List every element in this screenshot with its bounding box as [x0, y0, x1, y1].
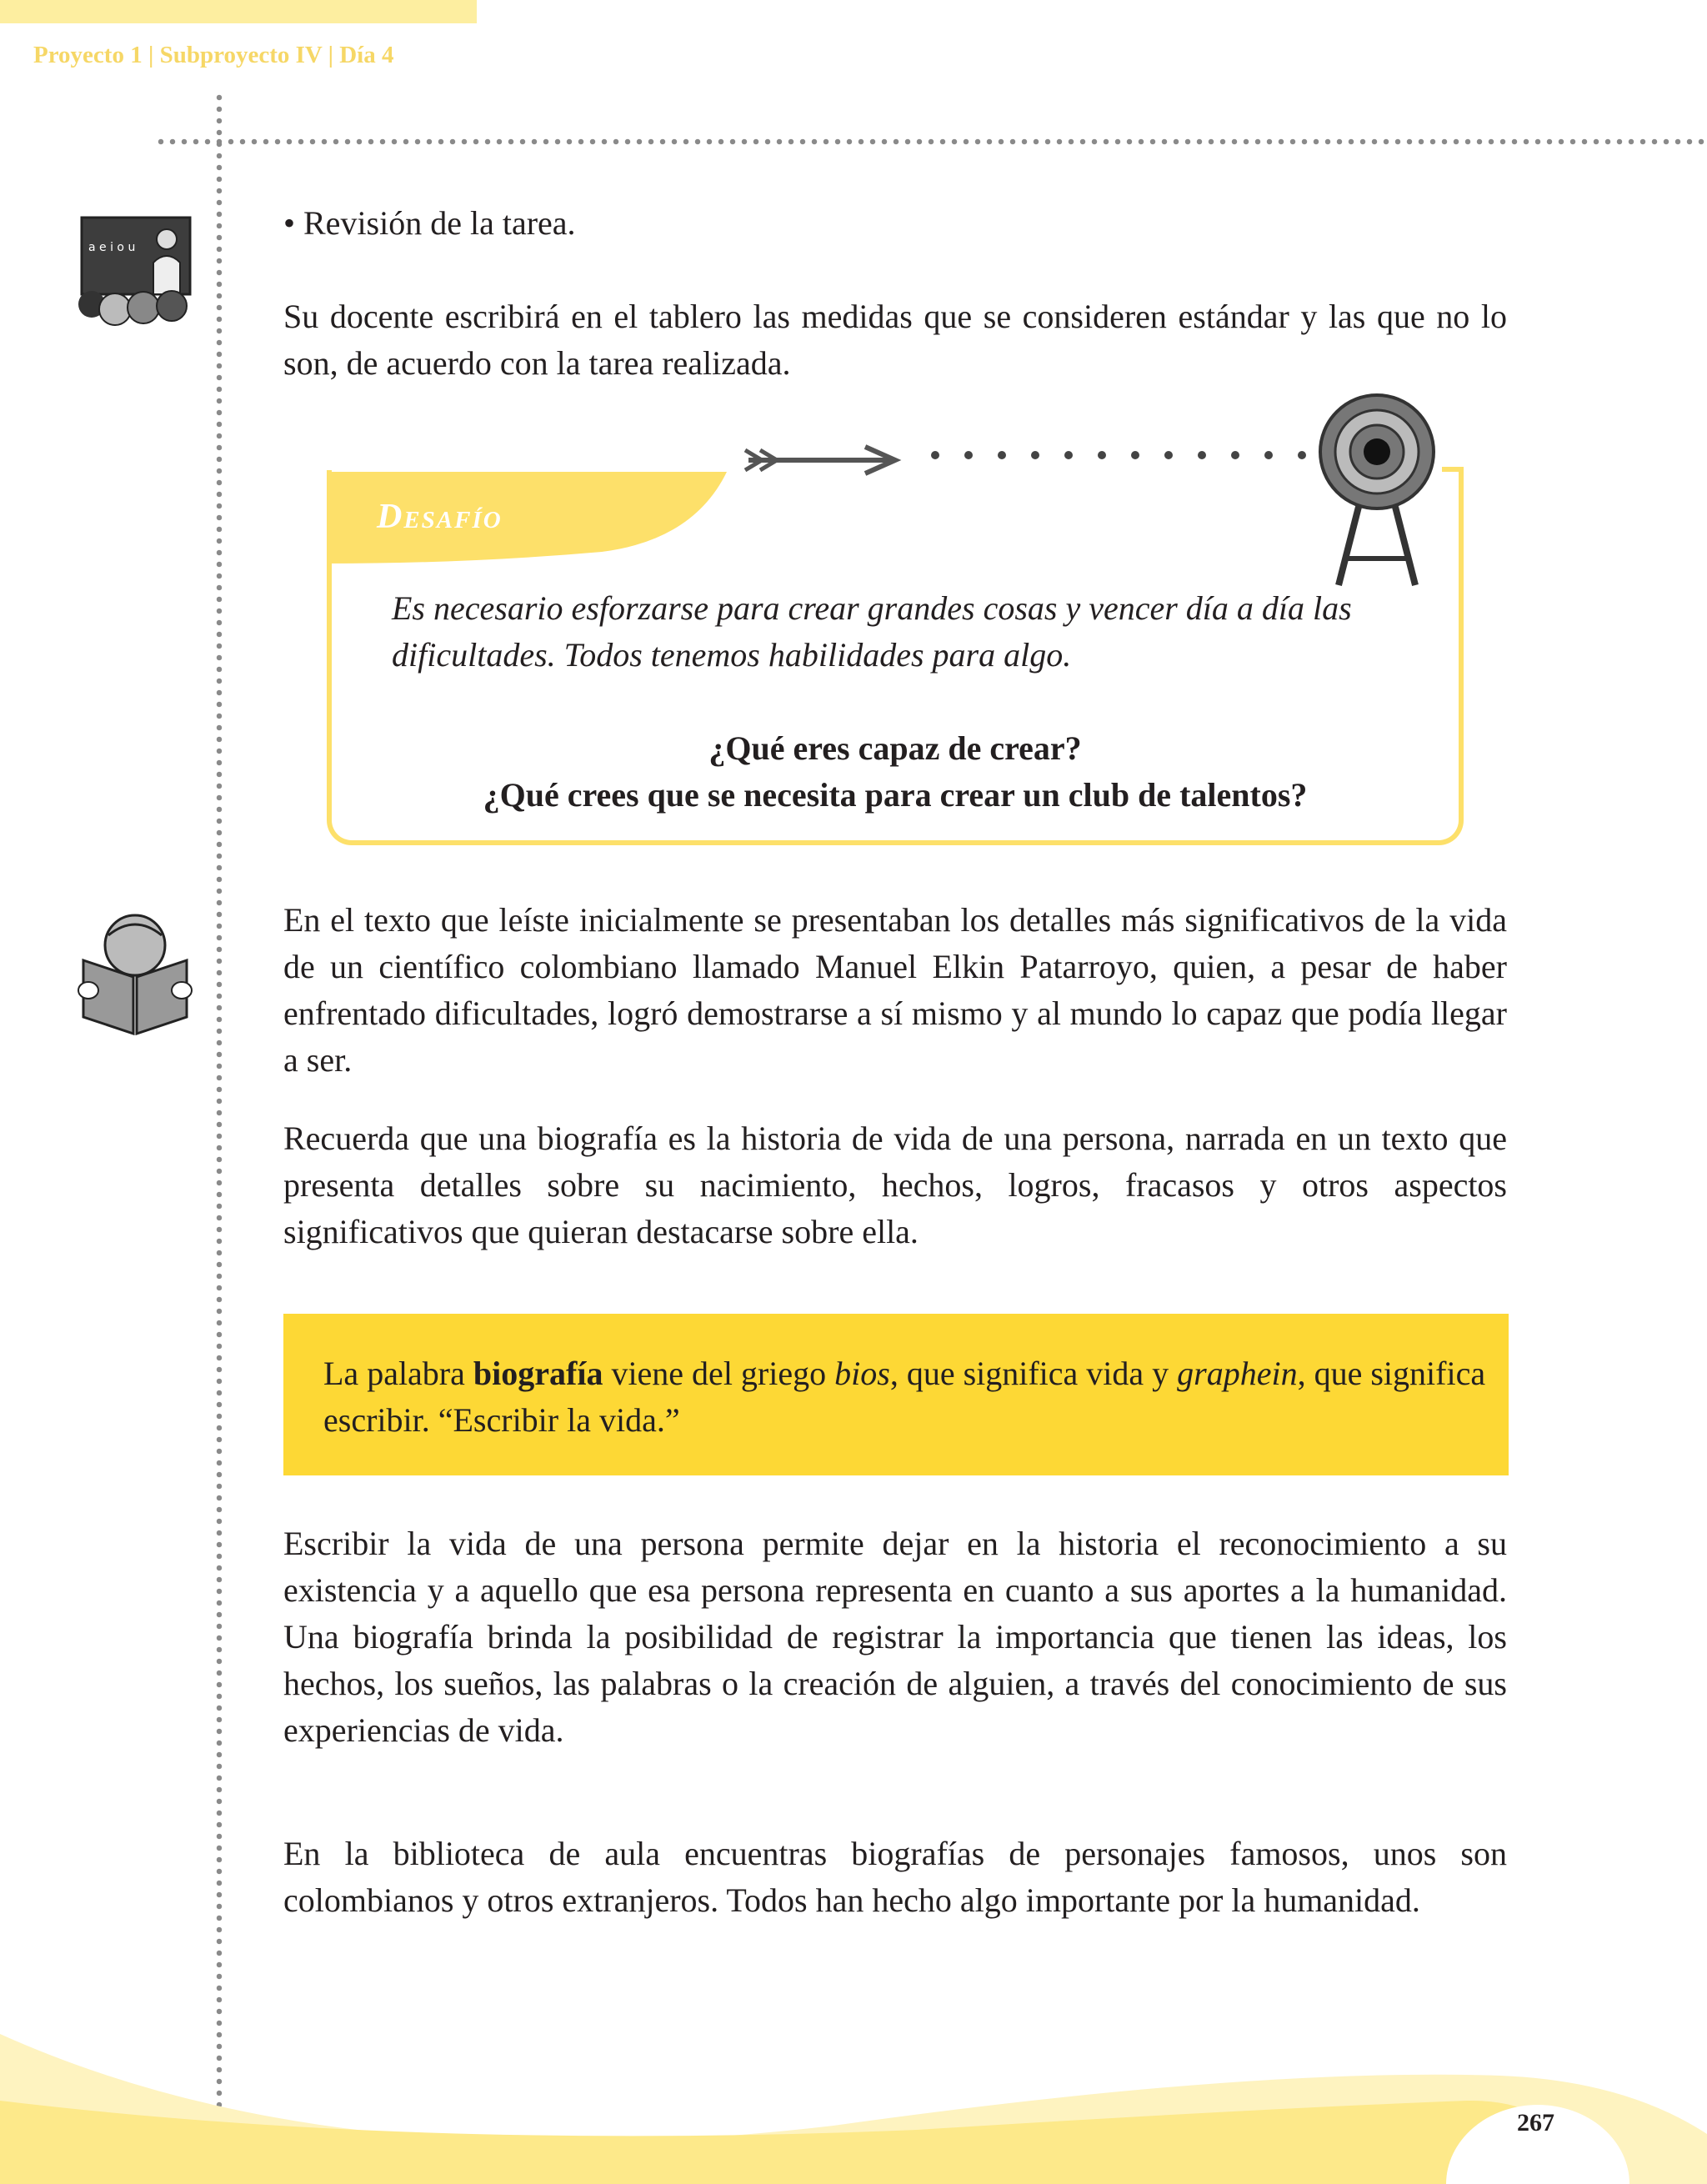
etymology-word-graphein: graphein: [1177, 1355, 1298, 1392]
biography-definition-paragraph: Recuerda que una biografía es la historia de vida de una persona, narrada en un texto que presenta detalles sobre su nacimiento, hechos, logros, fracasos y otros aspectos significativos que quieran destacarse sobre ella.: [283, 1120, 1507, 1250]
patarroyo-paragraph: En el texto que leíste inicialmente se presentaban los detalles más significativos de la vida de un científico colombiano llamado Manuel Elkin Patarroyo, quien, a pesar de haber enfrentado dificultades, logró demostrarse a sí mismo y al mundo lo capaz que podía llegar a ser.: [283, 901, 1507, 1079]
horizontal-dotted-rule: [155, 138, 1707, 146]
desafio-question-2: ¿Qué crees que se necesita para crear un club de talentos?: [483, 776, 1308, 814]
writing-life-paragraph: Escribir la vida de una persona permite dejar en la historia el reconocimiento a su existencia y a aquello que esa persona representa en cuanto a sus aportes a la humanidad. Una biografía brinda la posibilidad de registrar la importancia que tienen las ideas, los hechos, los sueños, las palabras o la creación de alguien, a través del conocimiento de sus experiencias de vida.: [283, 1525, 1507, 1749]
etymology-part-4: , que significa escribir. “Escribir la vida.”: [323, 1355, 1486, 1439]
etymology-word-bios: bios: [834, 1355, 890, 1392]
arrow-icon: [740, 442, 907, 478]
etymology-part-2: viene del griego: [603, 1355, 835, 1392]
etymology-bold-word: biografía: [473, 1355, 603, 1392]
target-icon: [1309, 392, 1450, 592]
desafio-box-top-right: [1442, 465, 1467, 477]
vertical-dotted-rule: [215, 92, 223, 2184]
top-accent-bar: [0, 0, 477, 23]
class-library-paragraph: En la biblioteca de aula encuentras biografías de personajes famosos, unos son colombianos y otros extranjeros. Todos han hecho algo importante por la humanidad.: [283, 1835, 1507, 1919]
blackboard-letters: a e i o u: [88, 241, 136, 254]
dotted-trajectory: [927, 447, 1310, 463]
desafio-text: Es necesario esforzarse para crear grandes cosas y vencer día a día las dificultades. Todos tenemos habilidades para algo.: [392, 589, 1352, 674]
task-review-bullet: • Revisión de la tarea.: [283, 204, 576, 242]
etymology-part-1: La palabra: [323, 1355, 473, 1392]
bottom-wave-decoration: [0, 1984, 1707, 2184]
page-number: 267: [1517, 2109, 1554, 2136]
desafio-question-1: ¿Qué eres capaz de crear?: [708, 729, 1082, 767]
etymology-text: [323, 1350, 1490, 1444]
teacher-instructions-paragraph: Su docente escribirá en el tablero las medidas que se consideren estándar y las que no lo son, de acuerdo con la tarea realizada.: [283, 298, 1507, 382]
running-header: Proyecto 1 | Subproyecto IV | Día 4: [33, 42, 394, 68]
etymology-part-3: , que significa vida y: [889, 1355, 1178, 1392]
desafio-title: Desafío: [377, 498, 503, 536]
reading-child-icon: [72, 910, 197, 1035]
classroom-teacher-icon: [73, 213, 198, 329]
